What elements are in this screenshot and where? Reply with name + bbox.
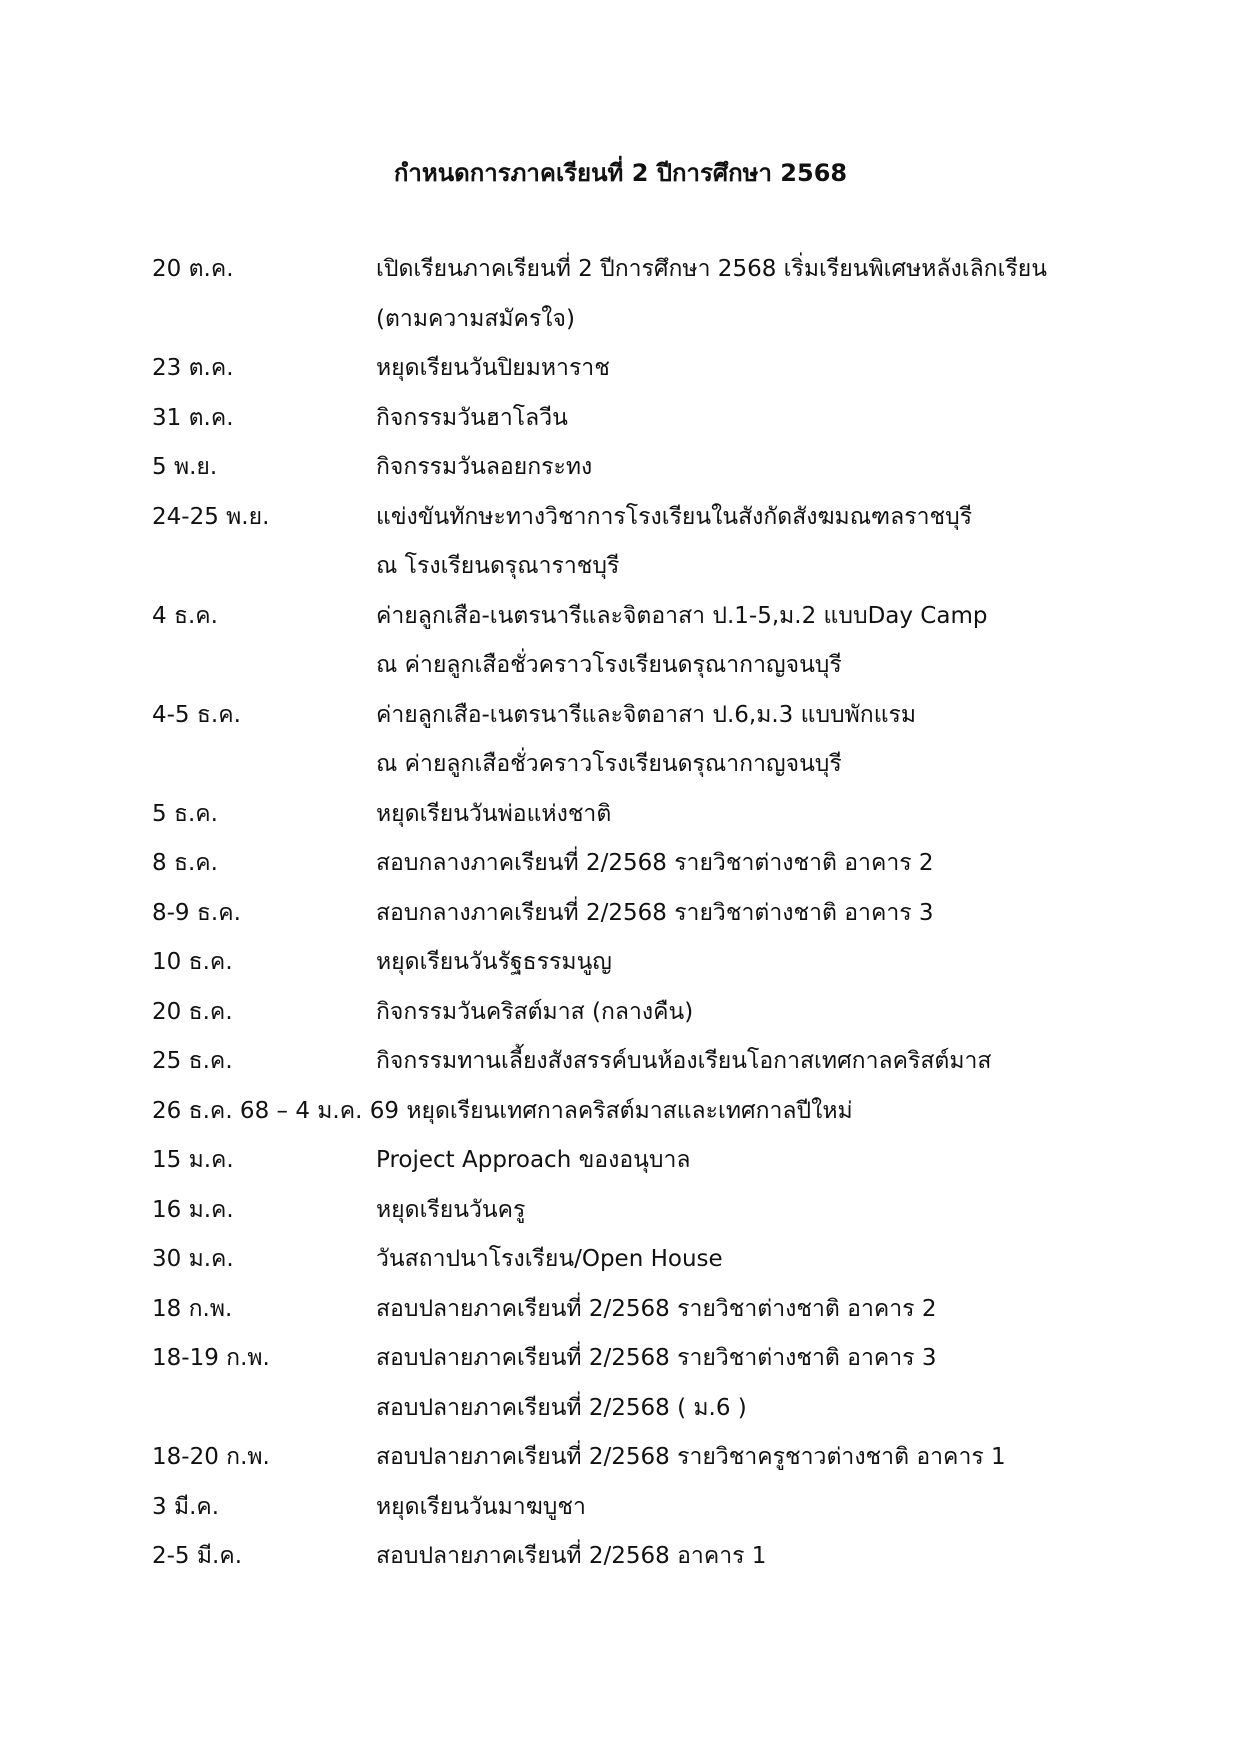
schedule-date: 20 ต.ค. (152, 256, 234, 282)
schedule-event: หยุดเรียนวันมาฆบูชา (376, 1493, 586, 1520)
schedule-event: สอบกลางภาคเรียนที่ 2/2568 รายวิชาต่างชาติ อาคาร 2 (376, 850, 934, 876)
schedule-date: 10 ธ.ค. (152, 949, 233, 975)
schedule-date: 4-5 ธ.ค. (152, 701, 241, 728)
schedule-event: หยุดเรียนวันปิยมหาราช (376, 355, 610, 381)
schedule-row (152, 749, 1092, 799)
schedule-row (152, 551, 1092, 601)
schedule-event: สอบปลายภาคเรียนที่ 2/2568 ( ม.6 ) (376, 1394, 747, 1421)
schedule-date: 18-20 ก.พ. (152, 1444, 270, 1470)
schedule-row (152, 1145, 1092, 1195)
schedule-event: ณ ค่ายลูกเสือชั่วคราวโรงเรียนดรุณากาญจนบุรี (376, 652, 842, 678)
schedule-date: 25 ธ.ค. (152, 1048, 233, 1074)
schedule-event: 26 ธ.ค. 68 – 4 ม.ค. 69 หยุดเรียนเทศกาลคริสต์มาสและเทศกาลปีใหม่ (152, 1097, 853, 1124)
schedule-date: 23 ต.ค. (152, 355, 234, 381)
schedule-event: วันสถาปนาโรงเรียน/Open House (376, 1246, 723, 1272)
schedule-row (152, 848, 1092, 898)
schedule-event: กิจกรรมวันฮาโลวีน (376, 404, 568, 431)
schedule-list (152, 254, 1092, 1591)
schedule-date: 18 ก.พ. (152, 1295, 233, 1322)
schedule-row (152, 304, 1092, 354)
schedule-row (152, 1046, 1092, 1096)
schedule-event: Project Approach ของอนุบาล (376, 1147, 691, 1173)
schedule-event: สอบกลางภาคเรียนที่ 2/2568 รายวิชาต่างชาติ อาคาร 3 (376, 899, 934, 926)
schedule-row (152, 997, 1092, 1047)
schedule-event: (ตามความสมัครใจ) (376, 305, 575, 332)
schedule-date: 18-19 ก.พ. (152, 1345, 270, 1371)
schedule-date: 2-5 มี.ค. (152, 1543, 243, 1569)
schedule-row (152, 601, 1092, 651)
schedule-row (152, 700, 1092, 750)
schedule-event: ค่ายลูกเสือ-เนตรนารีและจิตอาสา ป.6,ม.3 แบบพักแรม (376, 701, 917, 728)
schedule-event: ณ โรงเรียนดรุณาราชบุรี (376, 553, 620, 579)
schedule-date: 8 ธ.ค. (152, 850, 218, 876)
schedule-date: 5 ธ.ค. (152, 800, 218, 827)
schedule-row (152, 1492, 1092, 1542)
schedule-event: ค่ายลูกเสือ-เนตรนารีและจิตอาสา ป.1-5,ม.2 แบบDay Camp (376, 602, 988, 629)
schedule-date: 5 พ.ย. (152, 454, 218, 480)
schedule-date: 16 ม.ค. (152, 1196, 234, 1223)
schedule-row (152, 1541, 1092, 1591)
schedule-date: 20 ธ.ค. (152, 998, 233, 1025)
schedule-row (152, 452, 1092, 502)
schedule-row (152, 947, 1092, 997)
schedule-event: กิจกรรมวันคริสต์มาส (กลางคืน) (376, 998, 694, 1025)
schedule-row (152, 254, 1092, 304)
schedule-row (152, 1343, 1092, 1393)
schedule-event: กิจกรรมทานเลี้ยงสังสรรค์บนห้องเรียนโอกาสเทศกาลคริสต์มาส (376, 1048, 992, 1074)
schedule-row (152, 1195, 1092, 1245)
schedule-row (152, 502, 1092, 552)
schedule-date: 3 มี.ค. (152, 1493, 220, 1520)
schedule-event: สอบปลายภาคเรียนที่ 2/2568 อาคาร 1 (376, 1543, 767, 1569)
schedule-row (152, 1442, 1092, 1492)
schedule-event: เปิดเรียนภาคเรียนที่ 2 ปีการศึกษา 2568 เริ่มเรียนพิเศษหลังเลิกเรียน (376, 256, 1048, 282)
schedule-event: สอบปลายภาคเรียนที่ 2/2568 รายวิชาต่างชาติ อาคาร 2 (376, 1295, 937, 1322)
schedule-event: ณ ค่ายลูกเสือชั่วคราวโรงเรียนดรุณากาญจนบุรี (376, 751, 842, 777)
schedule-date: 8-9 ธ.ค. (152, 899, 241, 926)
schedule-row (152, 353, 1092, 403)
schedule-row (152, 799, 1092, 849)
schedule-event: หยุดเรียนวันพ่อแห่งชาติ (376, 800, 612, 827)
schedule-row (152, 1244, 1092, 1294)
schedule-row (152, 1294, 1092, 1344)
schedule-event: สอบปลายภาคเรียนที่ 2/2568 รายวิชาครูชาวต่างชาติ อาคาร 1 (376, 1444, 1006, 1470)
schedule-date: 31 ต.ค. (152, 404, 234, 431)
schedule-row (152, 650, 1092, 700)
schedule-date: 15 ม.ค. (152, 1147, 234, 1173)
schedule-event: กิจกรรมวันลอยกระทง (376, 454, 593, 480)
schedule-event: หยุดเรียนวันครู (376, 1196, 526, 1223)
schedule-event: หยุดเรียนวันรัฐธรรมนูญ (376, 949, 612, 975)
schedule-row (152, 403, 1092, 453)
schedule-date: 24-25 พ.ย. (152, 503, 270, 530)
schedule-date: 30 ม.ค. (152, 1246, 234, 1272)
schedule-row (152, 1096, 1092, 1146)
schedule-date: 4 ธ.ค. (152, 602, 218, 629)
schedule-row (152, 898, 1092, 948)
schedule-row (152, 1393, 1092, 1443)
schedule-event: แข่งขันทักษะทางวิชาการโรงเรียนในสังกัดสังฆมณฑลราชบุรี (376, 503, 973, 530)
page-title: กำหนดการภาคเรียนที่ 2 ปีการศึกษา 2568 (393, 159, 848, 187)
schedule-event: สอบปลายภาคเรียนที่ 2/2568 รายวิชาต่างชาติ อาคาร 3 (376, 1345, 937, 1371)
